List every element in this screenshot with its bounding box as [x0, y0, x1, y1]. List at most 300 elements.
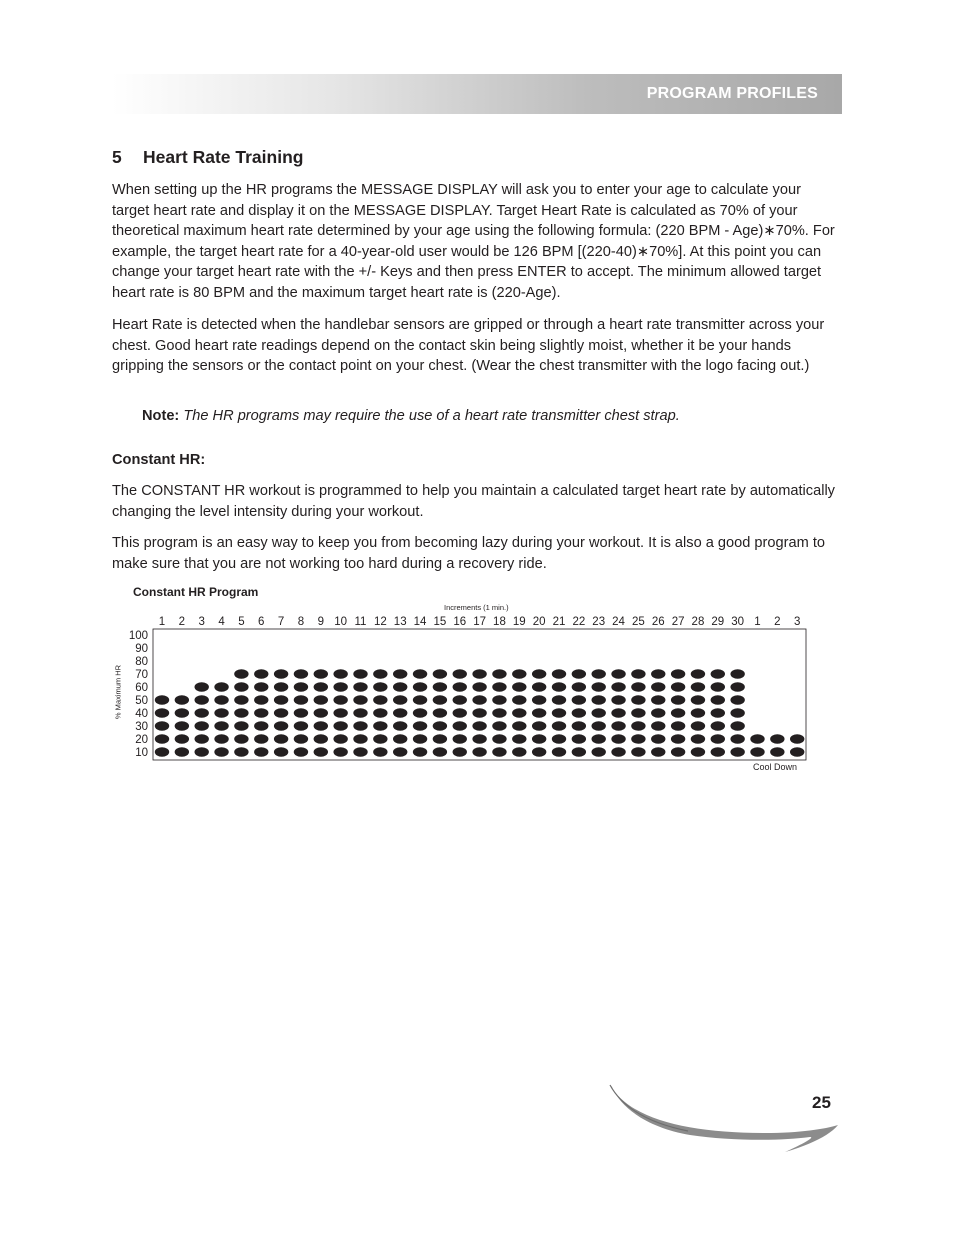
- bar-dot: [512, 747, 526, 756]
- bar-dot: [314, 708, 328, 717]
- bar-dot: [730, 747, 744, 756]
- bar-dot: [691, 695, 705, 704]
- bar-dot: [552, 669, 566, 678]
- bar-column: [651, 669, 665, 756]
- bar-dot: [234, 708, 248, 717]
- bar-dot: [552, 682, 566, 691]
- y-tick-label: 10: [135, 747, 148, 759]
- bar-dot: [631, 669, 645, 678]
- bar-dot: [413, 695, 427, 704]
- bar-dot: [433, 721, 447, 730]
- bar-dot: [274, 734, 288, 743]
- bar-dot: [393, 747, 407, 756]
- bar-column: [333, 669, 347, 756]
- bar-dot: [651, 747, 665, 756]
- bar-dot: [254, 734, 268, 743]
- bar-dot: [155, 721, 169, 730]
- bar-dot: [592, 747, 606, 756]
- bar-dot: [294, 721, 308, 730]
- paragraph-constant-hr-1: The CONSTANT HR workout is programmed to help you maintain a calculated target heart rate by automatically changing the level intensity during your workout.: [112, 483, 835, 520]
- bar-dot: [651, 721, 665, 730]
- bar-dot: [552, 708, 566, 717]
- bar-dot: [175, 708, 189, 717]
- bar-dot: [492, 721, 506, 730]
- bar-dot: [691, 682, 705, 691]
- bar-dot: [234, 682, 248, 691]
- x-tick-label: 1: [158, 616, 166, 628]
- bar-dot: [750, 747, 764, 756]
- bar-dot: [592, 721, 606, 730]
- bar-dot: [214, 721, 228, 730]
- bar-dot: [413, 708, 427, 717]
- bar-column: [353, 669, 367, 756]
- bar-dot: [413, 747, 427, 756]
- bar-column: [631, 669, 645, 756]
- bar-dot: [433, 695, 447, 704]
- bar-dot: [631, 682, 645, 691]
- x-tick-label: 7: [277, 616, 285, 628]
- bar-dot: [671, 708, 685, 717]
- bar-dot: [254, 721, 268, 730]
- bar-dot: [413, 734, 427, 743]
- bar-dot: [691, 747, 705, 756]
- bar-column: [730, 669, 744, 756]
- bar-dot: [294, 708, 308, 717]
- bar-dot: [214, 695, 228, 704]
- bar-dot: [333, 708, 347, 717]
- y-tick-label: 80: [135, 656, 148, 668]
- x-tick-label: 16: [453, 616, 467, 628]
- bar-dot: [730, 669, 744, 678]
- bar-dot: [294, 682, 308, 691]
- bar-dot: [552, 695, 566, 704]
- bar-column: [472, 669, 486, 756]
- bar-dot: [592, 669, 606, 678]
- bar-dot: [453, 695, 467, 704]
- bar-dot: [234, 721, 248, 730]
- section-title: Heart Rate Training: [143, 147, 304, 167]
- bar-dot: [453, 669, 467, 678]
- bar-dot: [611, 695, 625, 704]
- bar-dot: [711, 669, 725, 678]
- x-tick-label: 19: [512, 616, 526, 628]
- bar-dot: [572, 747, 586, 756]
- bar-dot: [294, 669, 308, 678]
- bar-dot: [413, 721, 427, 730]
- bar-dot: [353, 721, 367, 730]
- y-tick-label: 90: [135, 643, 148, 655]
- bar-dot: [353, 695, 367, 704]
- x-tick-label: 13: [393, 616, 407, 628]
- bar-dot: [453, 708, 467, 717]
- bar-dot: [552, 747, 566, 756]
- x-tick-label: 3: [198, 616, 205, 628]
- bar-dot: [353, 669, 367, 678]
- bar-dot: [671, 747, 685, 756]
- x-tick-label: 2: [774, 616, 781, 628]
- bar-dot: [512, 721, 526, 730]
- x-tick-label: 25: [632, 616, 645, 628]
- bar-dot: [651, 669, 665, 678]
- bar-dot: [492, 669, 506, 678]
- bar-dot: [195, 734, 209, 743]
- bar-dot: [691, 669, 705, 678]
- bar-dot: [393, 734, 407, 743]
- bar-dot: [274, 695, 288, 704]
- bar-dot: [611, 708, 625, 717]
- bar-dot: [790, 747, 804, 756]
- bar-dot: [314, 747, 328, 756]
- bar-dot: [532, 695, 546, 704]
- bar-dot: [512, 734, 526, 743]
- bar-dot: [691, 734, 705, 743]
- bar-dot: [314, 721, 328, 730]
- bar-dot: [314, 734, 328, 743]
- bar-dot: [155, 708, 169, 717]
- bar-dot: [433, 669, 447, 678]
- section-number: 5: [112, 147, 122, 167]
- bar-column: [532, 669, 546, 756]
- bar-dot: [373, 695, 387, 704]
- bar-column: [592, 669, 606, 756]
- bar-dot: [730, 734, 744, 743]
- bar-dot: [671, 682, 685, 691]
- paragraph-constant-hr-2: This program is an easy way to keep you from becoming lazy during your workout. It is also a good program to make sure that you are not working too hard during a recovery ride.: [112, 535, 825, 572]
- x-tick-label: 2: [178, 616, 186, 628]
- x-tick-label: 1: [754, 616, 761, 628]
- bar-dot: [195, 747, 209, 756]
- bar-column: [512, 669, 526, 756]
- bar-dot: [552, 721, 566, 730]
- bar-dot: [572, 695, 586, 704]
- bar-column: [234, 669, 248, 756]
- bar-dot: [234, 734, 248, 743]
- bar-dot: [393, 695, 407, 704]
- bar-dot: [234, 669, 248, 678]
- bar-dot: [572, 721, 586, 730]
- bar-dot: [314, 669, 328, 678]
- bar-dot: [373, 708, 387, 717]
- bar-dot: [393, 682, 407, 691]
- bar-dot: [492, 734, 506, 743]
- bar-dot: [195, 721, 209, 730]
- bar-dot: [353, 747, 367, 756]
- bar-dot: [592, 708, 606, 717]
- bar-column: [770, 734, 784, 756]
- x-tick-label: 5: [238, 616, 245, 628]
- bar-dot: [214, 734, 228, 743]
- x-tick-label: 11: [354, 616, 367, 628]
- x-tick-label: 23: [592, 616, 606, 628]
- bar-dot: [611, 669, 625, 678]
- bar-dot: [353, 734, 367, 743]
- bar-dot: [472, 682, 486, 691]
- bar-dot: [294, 695, 308, 704]
- bar-dot: [711, 734, 725, 743]
- bar-dot: [611, 734, 625, 743]
- bar-dot: [274, 669, 288, 678]
- bar-dot: [671, 669, 685, 678]
- bar-dot: [333, 734, 347, 743]
- bar-column: [294, 669, 308, 756]
- bar-column: [611, 669, 625, 756]
- bar-dot: [512, 695, 526, 704]
- bar-column: [750, 734, 764, 756]
- bar-dot: [373, 682, 387, 691]
- bar-column: [572, 669, 586, 756]
- bar-dot: [532, 747, 546, 756]
- bar-dot: [373, 747, 387, 756]
- bar-dot: [314, 682, 328, 691]
- bar-dot: [532, 669, 546, 678]
- bar-dot: [175, 721, 189, 730]
- bar-dot: [254, 669, 268, 678]
- bar-dot: [472, 669, 486, 678]
- bar-dot: [413, 669, 427, 678]
- bar-dot: [433, 682, 447, 691]
- y-tick-label: 20: [135, 734, 148, 746]
- bar-dot: [175, 747, 189, 756]
- bar-dot: [631, 695, 645, 704]
- bar-dot: [472, 747, 486, 756]
- bar-dot: [472, 721, 486, 730]
- bar-dot: [453, 734, 467, 743]
- bar-dot: [175, 695, 189, 704]
- x-tick-label: 29: [711, 616, 725, 628]
- bar-dot: [333, 682, 347, 691]
- bar-dot: [592, 682, 606, 691]
- bar-dot: [274, 708, 288, 717]
- bar-column: [433, 669, 447, 756]
- bar-dot: [373, 669, 387, 678]
- bar-dot: [572, 708, 586, 717]
- bar-dot: [492, 747, 506, 756]
- bar-dot: [472, 734, 486, 743]
- bar-dot: [294, 747, 308, 756]
- bar-dot: [175, 734, 189, 743]
- chart-title: Constant HR Program: [133, 585, 259, 599]
- bar-dot: [711, 747, 725, 756]
- bar-dot: [691, 721, 705, 730]
- header-title: PROGRAM PROFILES: [646, 85, 818, 102]
- x-tick-label: 10: [334, 616, 348, 628]
- bar-column: [195, 682, 209, 756]
- bar-dot: [770, 747, 784, 756]
- bar-dot: [730, 682, 744, 691]
- bar-dot: [512, 708, 526, 717]
- bar-dot: [750, 734, 764, 743]
- x-tick-label: 8: [297, 616, 305, 628]
- bar-column: [175, 695, 189, 756]
- bar-dot: [651, 682, 665, 691]
- x-tick-label: 28: [691, 616, 705, 628]
- y-tick-label: 40: [135, 708, 148, 720]
- bar-dot: [730, 695, 744, 704]
- x-tick-label: 3: [793, 616, 801, 628]
- x-tick-label: 18: [493, 616, 506, 628]
- bar-dot: [611, 682, 625, 691]
- bar-dot: [433, 747, 447, 756]
- bar-dot: [353, 682, 367, 691]
- bar-dot: [214, 708, 228, 717]
- x-tick-label: 17: [473, 616, 486, 628]
- bar-dot: [532, 682, 546, 691]
- bar-dot: [572, 669, 586, 678]
- bar-dot: [711, 695, 725, 704]
- bar-dot: [651, 695, 665, 704]
- bar-dot: [611, 721, 625, 730]
- bar-column: [492, 669, 506, 756]
- bar-dot: [234, 747, 248, 756]
- x-tick-label: 21: [552, 616, 566, 628]
- bar-column: [413, 669, 427, 756]
- bar-dot: [333, 695, 347, 704]
- bar-dot: [472, 695, 486, 704]
- bar-dot: [651, 734, 665, 743]
- bar-dot: [572, 734, 586, 743]
- bar-dot: [711, 721, 725, 730]
- y-tick-label: 70: [135, 669, 148, 681]
- bar-dot: [691, 708, 705, 717]
- bar-dot: [730, 721, 744, 730]
- brand-swoosh-logo: [600, 1075, 845, 1160]
- bar-dot: [671, 734, 685, 743]
- x-tick-label: 15: [433, 616, 447, 628]
- bar-dot: [552, 734, 566, 743]
- bar-column: [552, 669, 566, 756]
- bar-dot: [512, 682, 526, 691]
- y-tick-label: 100: [128, 630, 148, 642]
- bar-dot: [453, 682, 467, 691]
- bar-column: [453, 669, 467, 756]
- bar-dot: [512, 669, 526, 678]
- y-tick-label: 50: [135, 695, 148, 707]
- bar-dot: [214, 747, 228, 756]
- bar-dot: [214, 682, 228, 691]
- bar-dot: [492, 682, 506, 691]
- x-tick-label: 22: [572, 616, 586, 628]
- bar-dot: [770, 734, 784, 743]
- bar-dot: [790, 734, 804, 743]
- bar-dot: [333, 721, 347, 730]
- bar-dot: [592, 734, 606, 743]
- x-tick-label: 27: [671, 616, 685, 628]
- page-number: 25: [812, 1093, 831, 1112]
- bar-dot: [393, 708, 407, 717]
- bar-dot: [353, 708, 367, 717]
- bar-column: [274, 669, 288, 756]
- bar-dot: [314, 695, 328, 704]
- bar-dot: [671, 721, 685, 730]
- bar-dot: [155, 695, 169, 704]
- bar-column: [314, 669, 328, 756]
- bar-dot: [453, 747, 467, 756]
- bar-dot: [373, 721, 387, 730]
- y-tick-label: 30: [135, 721, 148, 733]
- bar-dot: [195, 708, 209, 717]
- bar-dot: [254, 708, 268, 717]
- bar-dot: [631, 721, 645, 730]
- x-tick-label: 4: [218, 616, 225, 628]
- bar-column: [393, 669, 407, 756]
- bar-dot: [333, 669, 347, 678]
- bar-dot: [333, 747, 347, 756]
- bar-column: [373, 669, 387, 756]
- bar-dot: [711, 708, 725, 717]
- bar-dot: [492, 695, 506, 704]
- bar-dot: [294, 734, 308, 743]
- bar-column: [671, 669, 685, 756]
- bar-dot: [393, 669, 407, 678]
- bar-dot: [155, 734, 169, 743]
- bar-dot: [155, 747, 169, 756]
- x-tick-label: 24: [612, 616, 625, 628]
- bar-dot: [274, 721, 288, 730]
- bar-dot: [453, 721, 467, 730]
- cool-down-label: Cool Down: [753, 762, 798, 772]
- bar-dot: [195, 682, 209, 691]
- x-tick-label: 14: [413, 616, 427, 628]
- note-text: The HR programs may require the use of a heart rate transmitter chest strap.: [183, 408, 680, 424]
- bar-dot: [492, 708, 506, 717]
- x-tick-label: 30: [731, 616, 745, 628]
- bar-column: [711, 669, 725, 756]
- constant-hr-heading: Constant HR:: [112, 452, 206, 468]
- bar-dot: [532, 708, 546, 717]
- bar-dot: [413, 682, 427, 691]
- bar-dot: [433, 734, 447, 743]
- bar-dot: [393, 721, 407, 730]
- bar-dot: [234, 695, 248, 704]
- bar-dot: [472, 708, 486, 717]
- y-tick-label: 60: [135, 682, 148, 694]
- bar-dot: [254, 695, 268, 704]
- paragraph-hr-detection: Heart Rate is detected when the handlebar sensors are gripped or through a heart rate transmitter across your chest. Good heart rate readings depend on the contact skin being slightly moist, whether it be your hands gripping the sensors or the contact point on your chest. (Wear the chest transmitter with the logo facing out.): [112, 317, 825, 375]
- bar-dot: [631, 734, 645, 743]
- bar-column: [214, 682, 228, 756]
- x-tick-label: 9: [317, 616, 325, 628]
- y-axis-title: % Maximum HR: [113, 664, 123, 720]
- bar-dot: [730, 708, 744, 717]
- bar-dot: [671, 695, 685, 704]
- x-tick-label: 20: [532, 616, 546, 628]
- bar-dot: [274, 682, 288, 691]
- bar-dot: [433, 708, 447, 717]
- bar-dot: [254, 747, 268, 756]
- x-tick-label: 26: [651, 616, 665, 628]
- bar-column: [254, 669, 268, 756]
- bar-column: [790, 734, 804, 756]
- bar-column: [155, 695, 169, 756]
- bar-dot: [651, 708, 665, 717]
- x-tick-label: 6: [258, 616, 265, 628]
- bar-dot: [532, 734, 546, 743]
- bar-dot: [195, 695, 209, 704]
- bar-dot: [373, 734, 387, 743]
- bar-column: [691, 669, 705, 756]
- bar-dot: [611, 747, 625, 756]
- bar-dot: [572, 682, 586, 691]
- x-tick-label: 12: [373, 616, 387, 628]
- x-axis-title: Increments (1 min.): [444, 603, 509, 612]
- bar-dot: [711, 682, 725, 691]
- bar-dot: [532, 721, 546, 730]
- note-label: Note:: [142, 408, 180, 424]
- bar-dot: [631, 708, 645, 717]
- bar-dot: [254, 682, 268, 691]
- bar-dot: [592, 695, 606, 704]
- bar-dot: [631, 747, 645, 756]
